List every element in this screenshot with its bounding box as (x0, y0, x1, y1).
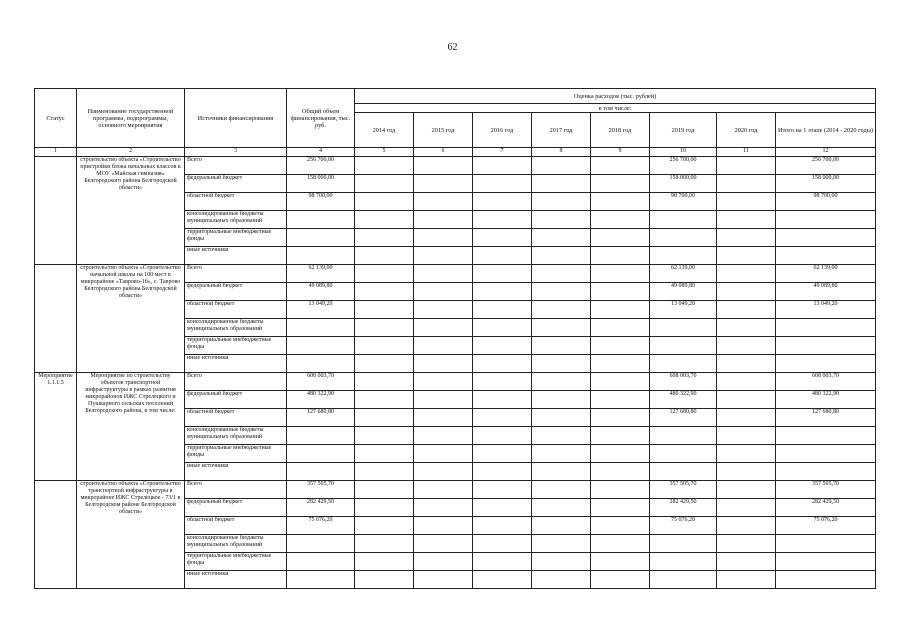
year-cell (717, 175, 776, 193)
column-number: 8 (532, 148, 591, 157)
year-cell (591, 283, 650, 301)
year-cell (355, 337, 414, 355)
year-2019-cell (650, 553, 717, 571)
year-cell (473, 193, 532, 211)
year-2019-cell (650, 247, 717, 265)
year-cell (532, 481, 591, 499)
year-cell (591, 301, 650, 319)
stage-total-cell: 158 000,00 (776, 175, 876, 193)
total-cell: 357 505,70 (287, 481, 355, 499)
stage-total-cell: 127 680,80 (776, 409, 876, 427)
year-cell (591, 157, 650, 175)
year-cell (591, 535, 650, 553)
year-cell (355, 427, 414, 445)
year-cell (473, 211, 532, 229)
year-2019-cell: 49 089,80 (650, 283, 717, 301)
year-cell (717, 247, 776, 265)
year-cell (717, 337, 776, 355)
year-cell (473, 391, 532, 409)
year-cell (717, 499, 776, 517)
year-cell (591, 517, 650, 535)
year-cell (355, 409, 414, 427)
header-year: 2016 год (473, 113, 532, 148)
header-stage-total: Итого на 1 этапе (2014 - 2020 годы) (776, 113, 876, 148)
total-cell: 75 076,20 (287, 517, 355, 535)
year-cell (355, 157, 414, 175)
stage-total-cell (776, 319, 876, 337)
year-cell (355, 553, 414, 571)
year-cell (532, 445, 591, 463)
total-cell: 282 429,50 (287, 499, 355, 517)
header-year: 2018 год (591, 113, 650, 148)
year-cell (414, 409, 473, 427)
year-cell (473, 499, 532, 517)
table-header (35, 89, 876, 157)
header-year: 2017 год (532, 113, 591, 148)
header-total: Общий объем финансирования, тыс. руб. (287, 89, 355, 148)
year-cell (717, 157, 776, 175)
stage-total-cell (776, 337, 876, 355)
year-cell (473, 283, 532, 301)
funding-source-cell: иные источники (185, 247, 287, 265)
total-cell: 49 089,80 (287, 283, 355, 301)
header-year: 2020 год (717, 113, 776, 148)
funding-source-cell: территориальные внебюджетные фонды (185, 445, 287, 463)
stage-total-cell (776, 427, 876, 445)
year-cell (717, 427, 776, 445)
column-number: 6 (414, 148, 473, 157)
total-cell (287, 319, 355, 337)
year-cell (717, 571, 776, 589)
year-2019-cell: 127 680,80 (650, 409, 717, 427)
funding-source-cell: Всего (185, 157, 287, 175)
year-2019-cell (650, 463, 717, 481)
total-cell: 127 680,80 (287, 409, 355, 427)
total-cell: 98 700,00 (287, 193, 355, 211)
funding-source-cell: иные источники (185, 463, 287, 481)
year-cell (591, 571, 650, 589)
header-incl: в том числе: (355, 104, 876, 113)
year-cell (473, 463, 532, 481)
year-cell (591, 499, 650, 517)
year-cell (532, 247, 591, 265)
year-cell (532, 391, 591, 409)
total-cell (287, 211, 355, 229)
stage-total-cell: 282 429,50 (776, 499, 876, 517)
stage-total-cell (776, 229, 876, 247)
total-cell: 256 700,00 (287, 157, 355, 175)
year-cell (717, 229, 776, 247)
funding-source-cell: федеральный бюджет (185, 499, 287, 517)
year-cell (473, 571, 532, 589)
year-cell (532, 319, 591, 337)
year-cell (414, 157, 473, 175)
year-cell (532, 463, 591, 481)
year-cell (532, 301, 591, 319)
year-cell (414, 373, 473, 391)
stage-total-cell (776, 247, 876, 265)
year-cell (355, 301, 414, 319)
year-2019-cell: 98 700,00 (650, 193, 717, 211)
year-cell (473, 337, 532, 355)
stage-total-cell (776, 571, 876, 589)
stage-total-cell (776, 463, 876, 481)
year-cell (355, 481, 414, 499)
year-cell (355, 571, 414, 589)
stage-total-cell: 357 505,70 (776, 481, 876, 499)
year-cell (414, 553, 473, 571)
year-cell (414, 427, 473, 445)
year-2019-cell (650, 355, 717, 373)
year-cell (591, 319, 650, 337)
year-2019-cell (650, 535, 717, 553)
year-2019-cell (650, 337, 717, 355)
year-cell (532, 535, 591, 553)
stage-total-cell: 256 700,00 (776, 157, 876, 175)
stage-total-cell: 13 049,20 (776, 301, 876, 319)
year-cell (532, 175, 591, 193)
program-name-cell: строительство объекта «Строительство пристройки блока начальных классов к МОУ «Майская гимназия» Белгородского района Белгородской области» (77, 157, 185, 265)
header-year: 2015 год (414, 113, 473, 148)
year-cell (414, 517, 473, 535)
year-cell (591, 481, 650, 499)
program-name-cell: строительство объекта «Строительство транспортной инфраструктуры в микрорайоне ИЖС Стрелецкое - 73/1 в Белгородском районе Белгородской области» (77, 481, 185, 589)
column-number: 1 (35, 148, 77, 157)
year-cell (355, 175, 414, 193)
year-cell (473, 427, 532, 445)
year-2019-cell: 357 505,70 (650, 481, 717, 499)
total-cell: 608 003,70 (287, 373, 355, 391)
header-source: Источники финансирования (185, 89, 287, 148)
total-cell (287, 355, 355, 373)
funding-source-cell: федеральный бюджет (185, 175, 287, 193)
year-2019-cell (650, 445, 717, 463)
year-cell (532, 355, 591, 373)
year-cell (532, 409, 591, 427)
year-cell (532, 283, 591, 301)
stage-total-cell: 98 700,00 (776, 193, 876, 211)
year-cell (532, 265, 591, 283)
year-cell (473, 535, 532, 553)
year-cell (414, 463, 473, 481)
year-2019-cell (650, 319, 717, 337)
page-number: 62 (447, 42, 458, 53)
year-cell (717, 409, 776, 427)
year-cell (473, 157, 532, 175)
year-cell (591, 463, 650, 481)
total-cell (287, 535, 355, 553)
funding-source-cell: консолидированные бюджеты муниципальных образований (185, 427, 287, 445)
year-cell (473, 265, 532, 283)
year-cell (717, 355, 776, 373)
total-cell: 158 000,00 (287, 175, 355, 193)
stage-total-cell: 480 322,90 (776, 391, 876, 409)
year-cell (355, 319, 414, 337)
budget-table (34, 88, 876, 589)
column-number: 2 (77, 148, 185, 157)
year-cell (355, 247, 414, 265)
funding-source-cell: областной бюджет (185, 301, 287, 319)
header-estimate: Оценка расходов (тыс. рублей) (355, 89, 876, 104)
year-cell (717, 211, 776, 229)
header-year: 2014 год (355, 113, 414, 148)
year-cell (355, 193, 414, 211)
year-cell (591, 211, 650, 229)
funding-source-cell: Всего (185, 265, 287, 283)
stage-total-cell (776, 445, 876, 463)
table-row (35, 481, 876, 499)
year-cell (717, 535, 776, 553)
year-2019-cell: 75 076,20 (650, 517, 717, 535)
year-cell (532, 571, 591, 589)
stage-total-cell (776, 535, 876, 553)
year-cell (717, 319, 776, 337)
year-cell (473, 553, 532, 571)
year-cell (355, 373, 414, 391)
year-cell (473, 517, 532, 535)
year-cell (717, 193, 776, 211)
year-cell (414, 499, 473, 517)
year-2019-cell (650, 571, 717, 589)
year-cell (355, 499, 414, 517)
funding-source-cell: областной бюджет (185, 409, 287, 427)
year-2019-cell: 480 322,90 (650, 391, 717, 409)
funding-source-cell: федеральный бюджет (185, 283, 287, 301)
total-cell (287, 445, 355, 463)
year-cell (414, 319, 473, 337)
year-cell (717, 445, 776, 463)
year-cell (414, 481, 473, 499)
total-cell: 62 139,00 (287, 265, 355, 283)
status-cell (35, 265, 77, 373)
funding-source-cell: областной бюджет (185, 193, 287, 211)
header-name: Наименование государственной программы, подпрограммы, основного мероприятия (77, 89, 185, 148)
year-cell (532, 193, 591, 211)
year-cell (414, 247, 473, 265)
year-cell (473, 445, 532, 463)
year-cell (355, 229, 414, 247)
stage-total-cell (776, 553, 876, 571)
year-cell (473, 409, 532, 427)
year-cell (532, 553, 591, 571)
year-cell (414, 337, 473, 355)
year-cell (355, 391, 414, 409)
column-number: 7 (473, 148, 532, 157)
year-2019-cell (650, 229, 717, 247)
year-cell (591, 265, 650, 283)
year-cell (591, 175, 650, 193)
table-row (35, 373, 876, 391)
stage-total-cell: 608 003,70 (776, 373, 876, 391)
year-cell (473, 247, 532, 265)
header-status: Статус (35, 89, 77, 148)
year-cell (414, 391, 473, 409)
column-number: 11 (717, 148, 776, 157)
status-cell: Мероприятие 1.1.1.5 (35, 373, 77, 481)
funding-source-cell: территориальные внебюджетные фонды (185, 553, 287, 571)
year-cell (591, 427, 650, 445)
funding-source-cell: федеральный бюджет (185, 391, 287, 409)
column-number: 10 (650, 148, 717, 157)
stage-total-cell: 75 076,20 (776, 517, 876, 535)
funding-source-cell: Всего (185, 373, 287, 391)
year-cell (414, 175, 473, 193)
total-cell (287, 247, 355, 265)
total-cell (287, 463, 355, 481)
year-cell (473, 355, 532, 373)
year-cell (414, 355, 473, 373)
status-cell (35, 157, 77, 265)
funding-source-cell: консолидированные бюджеты муниципальных образований (185, 319, 287, 337)
year-cell (355, 463, 414, 481)
funding-source-cell: консолидированные бюджеты муниципальных образований (185, 535, 287, 553)
year-cell (414, 193, 473, 211)
year-cell (591, 193, 650, 211)
funding-source-cell: территориальные внебюджетные фонды (185, 337, 287, 355)
year-cell (591, 553, 650, 571)
stage-total-cell: 49 089,80 (776, 283, 876, 301)
column-number: 12 (776, 148, 876, 157)
year-cell (717, 463, 776, 481)
total-cell: 13 049,20 (287, 301, 355, 319)
year-cell (473, 229, 532, 247)
year-cell (414, 211, 473, 229)
funding-source-cell: иные источники (185, 355, 287, 373)
year-cell (473, 319, 532, 337)
stage-total-cell (776, 211, 876, 229)
year-2019-cell: 13 049,20 (650, 301, 717, 319)
year-cell (355, 445, 414, 463)
year-cell (532, 373, 591, 391)
year-cell (355, 211, 414, 229)
stage-total-cell: 62 139,00 (776, 265, 876, 283)
year-cell (414, 265, 473, 283)
year-cell (355, 283, 414, 301)
year-cell (717, 391, 776, 409)
table-body (35, 157, 876, 589)
year-cell (532, 157, 591, 175)
year-cell (414, 301, 473, 319)
column-number: 3 (185, 148, 287, 157)
year-cell (532, 211, 591, 229)
year-cell (717, 283, 776, 301)
year-cell (473, 301, 532, 319)
year-cell (717, 265, 776, 283)
year-2019-cell (650, 427, 717, 445)
year-cell (717, 517, 776, 535)
funding-source-cell: консолидированные бюджеты муниципальных образований (185, 211, 287, 229)
year-2019-cell (650, 211, 717, 229)
funding-source-cell: иные источники (185, 571, 287, 589)
year-2019-cell: 282 429,50 (650, 499, 717, 517)
year-cell (355, 355, 414, 373)
year-cell (591, 247, 650, 265)
year-cell (717, 301, 776, 319)
year-cell (414, 571, 473, 589)
year-cell (591, 337, 650, 355)
header-year: 2019 год (650, 113, 717, 148)
year-cell (591, 229, 650, 247)
year-2019-cell: 62 139,00 (650, 265, 717, 283)
year-cell (532, 229, 591, 247)
total-cell (287, 229, 355, 247)
year-cell (532, 517, 591, 535)
total-cell (287, 571, 355, 589)
column-number: 5 (355, 148, 414, 157)
year-cell (473, 175, 532, 193)
year-cell (355, 535, 414, 553)
year-cell (355, 265, 414, 283)
program-name-cell: строительство объекта «Строительство начальной школы на 100 мест в микрорайоне «Таврово-1б», с. Таврово Белгородского района Белгородской области» (77, 265, 185, 373)
program-name-cell: Мероприятие по строительству объектов транспортной инфраструктуры в рамках развития микрорайонов ИЖС Стрелецкого и Пушкарного сельских поселений Белгородского района, в том числе: (77, 373, 185, 481)
year-cell (591, 373, 650, 391)
year-cell (414, 445, 473, 463)
year-cell (414, 283, 473, 301)
status-cell (35, 481, 77, 589)
year-cell (532, 427, 591, 445)
year-cell (591, 409, 650, 427)
year-cell (591, 445, 650, 463)
total-cell: 480 322,90 (287, 391, 355, 409)
year-cell (717, 481, 776, 499)
year-cell (414, 535, 473, 553)
total-cell (287, 337, 355, 355)
stage-total-cell (776, 355, 876, 373)
year-2019-cell: 608 003,70 (650, 373, 717, 391)
total-cell (287, 427, 355, 445)
funding-source-cell: территориальные внебюджетные фонды (185, 229, 287, 247)
year-cell (591, 355, 650, 373)
year-cell (414, 229, 473, 247)
table-row (35, 265, 876, 283)
column-number: 9 (591, 148, 650, 157)
year-cell (355, 517, 414, 535)
table-row (35, 157, 876, 175)
year-cell (532, 337, 591, 355)
funding-source-cell: Всего (185, 481, 287, 499)
total-cell (287, 553, 355, 571)
year-2019-cell: 158 000,00 (650, 175, 717, 193)
year-cell (473, 481, 532, 499)
year-cell (717, 373, 776, 391)
column-number: 4 (287, 148, 355, 157)
year-cell (532, 499, 591, 517)
year-cell (473, 373, 532, 391)
funding-source-cell: областной бюджет (185, 517, 287, 535)
year-cell (591, 391, 650, 409)
year-2019-cell: 256 700,00 (650, 157, 717, 175)
year-cell (717, 553, 776, 571)
